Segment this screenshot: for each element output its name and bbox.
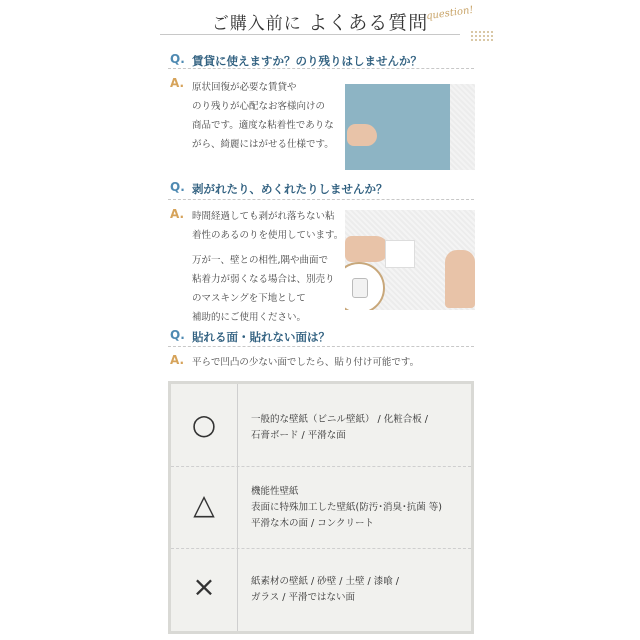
triangle-icon: △: [193, 488, 215, 521]
ok-surfaces: [251, 412, 471, 444]
row-divider: [171, 548, 471, 549]
conditional-surfaces: [251, 484, 471, 532]
ok-line: 一般的な壁紙（ビニル壁紙） / 化粧合板 /: [251, 414, 428, 425]
question-1: 賃貸に使えますか？のり残りはしませんか？: [192, 54, 422, 68]
answer-1-line: がら、綺麗にはがせる仕様です。: [192, 139, 334, 150]
ng-line: 紙素材の壁紙 / 砂壁 / 土壁 / 漆喰 /: [251, 576, 399, 587]
answer-1-line: 商品です。適度な粘着性でありな: [192, 120, 334, 131]
dot-pattern: [470, 30, 494, 42]
answer-1-line: のり残りが心配なお客様向けの: [192, 101, 326, 112]
title-prefix: ご購入前に: [211, 14, 309, 34]
a-mark-1: A.: [170, 76, 185, 90]
answer-2-line: のマスキングを下地として: [192, 293, 306, 304]
cross-icon: ×: [192, 570, 216, 603]
photo-peeling-sheet: [345, 84, 475, 170]
question-tag: question!: [425, 4, 475, 23]
surface-table: [168, 381, 474, 634]
ng-surfaces: [251, 574, 471, 606]
conditional-line: 平滑な木の面 / コンクリート: [251, 518, 375, 529]
right-hand-image: [445, 250, 475, 308]
answer-2: [192, 207, 343, 327]
answer-3-line: 平らで凹凸の少ない面でしたら、貼り付け可能です。: [192, 357, 420, 368]
answer-2-line: 万が一、壁との相性,隅や曲面で: [192, 255, 329, 266]
divider-1: [168, 68, 474, 69]
circle-icon: ○: [191, 408, 217, 441]
tape-image: [385, 240, 415, 268]
ng-line: ガラス / 平滑ではない面: [251, 592, 355, 603]
conditional-line: 表面に特殊加工した壁紙(防汚･消臭･抗菌 等): [251, 502, 442, 513]
a-mark-3: A.: [170, 353, 185, 367]
divider-2: [168, 199, 474, 200]
a-mark-2: A.: [170, 207, 185, 221]
divider-3: [168, 346, 474, 347]
page-title: [0, 8, 640, 35]
question-2: 剥がれたり、めくれたりしませんか？: [192, 182, 388, 196]
ok-line: 石膏ボード / 平滑な面: [251, 430, 346, 441]
conditional-line: 機能性壁紙: [251, 486, 299, 497]
left-hand-image: [345, 236, 389, 262]
q-mark-2: Q.: [170, 180, 185, 194]
answer-2-line: 時間経過しても剥がれ落ちない粘: [192, 211, 335, 222]
answer-2-line: 補助的にご使用ください。: [192, 312, 307, 323]
title-main: よくある質問: [308, 12, 429, 34]
answer-2-line: 粘着力が弱くなる場合は、別売り: [192, 274, 335, 285]
hand-image: [347, 124, 377, 146]
q-mark-3: Q.: [170, 328, 185, 342]
photo-masking-tape: [345, 210, 475, 310]
q-mark-1: Q.: [170, 52, 185, 66]
answer-1-line: 原状回復が必要な賃貸や: [192, 82, 297, 93]
answer-1: [192, 78, 334, 154]
row-divider: [171, 466, 471, 467]
title-underline: [160, 34, 460, 35]
question-3: 貼れる面・貼れない面は？: [192, 330, 330, 344]
answer-3: [192, 353, 419, 372]
answer-2-line: 着性のあるのりを使用しています。: [192, 230, 344, 241]
tape-roll-image: [345, 262, 385, 310]
